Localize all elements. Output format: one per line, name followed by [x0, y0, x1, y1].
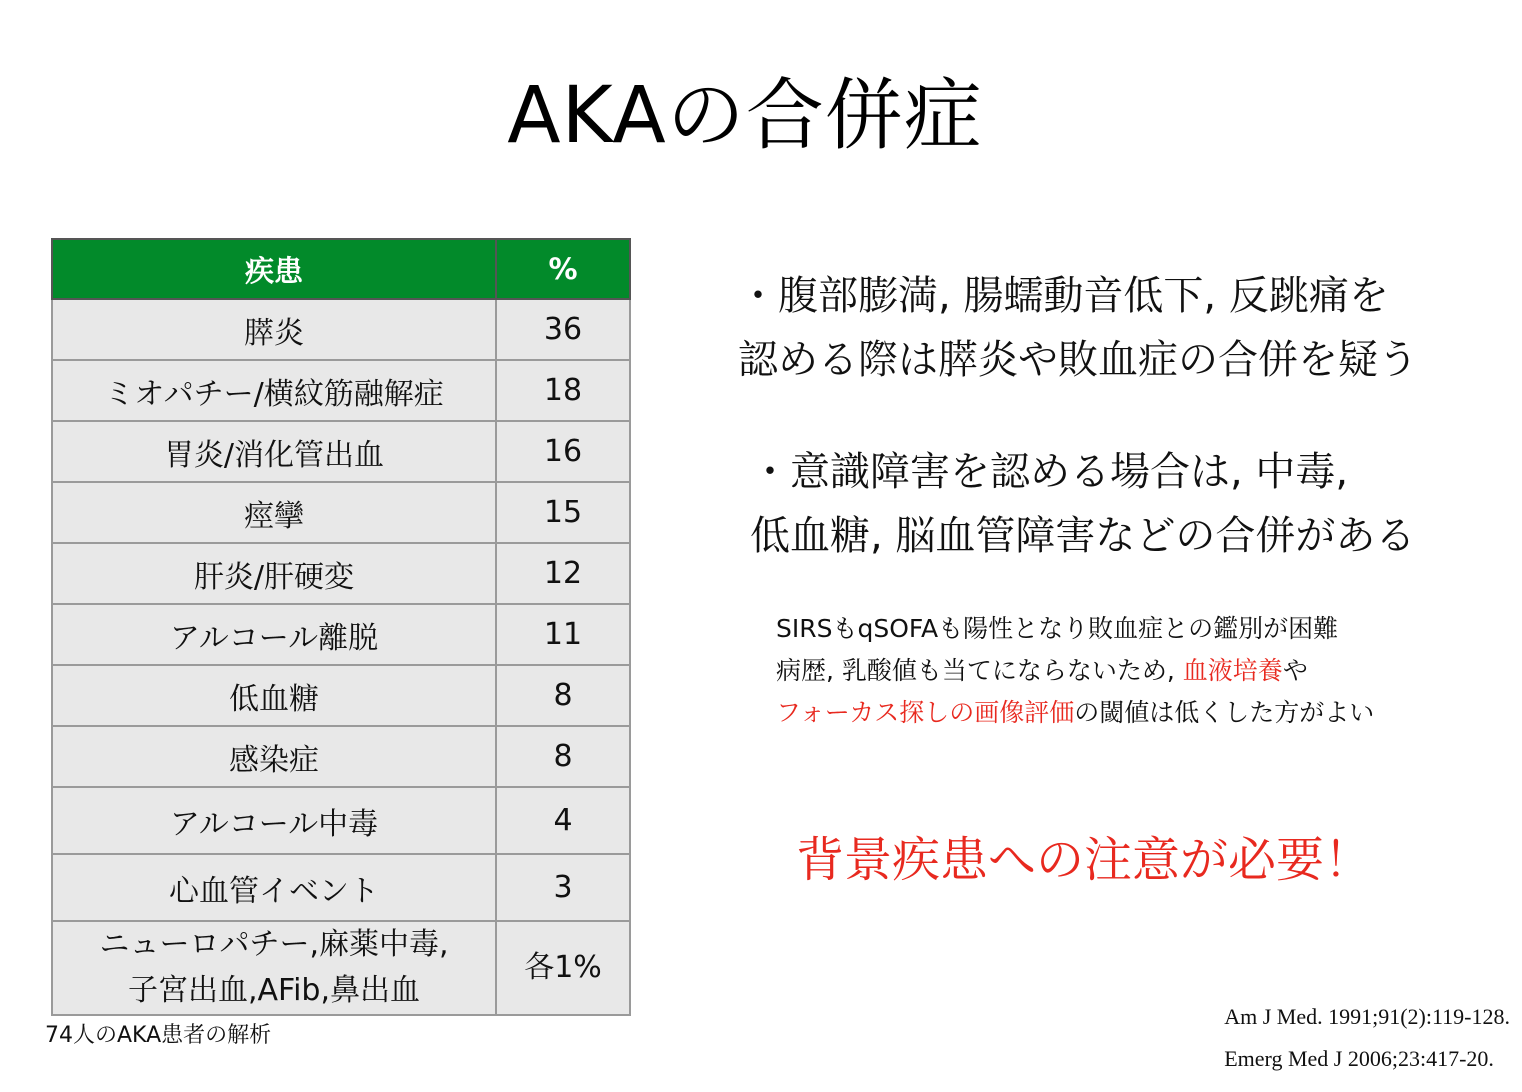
bullet-line: ・腹部膨満, 腸蠕動音低下, 反跳痛を — [738, 273, 1389, 319]
bullet-line: 低血糖, 脳血管障害などの合併がある — [750, 513, 1416, 559]
table-row — [52, 854, 630, 921]
note-text: や — [1282, 656, 1308, 685]
header-disease: 疾患 — [52, 239, 496, 299]
references — [1224, 996, 1510, 1080]
percent-cell: 各1% — [496, 921, 630, 1015]
bullet-point — [738, 264, 1418, 392]
bullet-point — [750, 440, 1415, 568]
highlight-text: フォーカス探しの画像評価 — [776, 698, 1075, 727]
disease-line: 子宮出血,AFib,鼻出血 — [127, 973, 421, 1008]
note-line: SIRSもqSOFAも陽性となり敗血症との鑑別が困難 — [776, 614, 1339, 643]
disease-cell: 痙攣 — [52, 482, 496, 543]
disease-cell: 感染症 — [52, 726, 496, 787]
percent-cell: 15 — [496, 482, 630, 543]
percent-cell: 8 — [496, 665, 630, 726]
table-row — [52, 921, 630, 1015]
disease-cell: 膵炎 — [52, 299, 496, 360]
bullet-line: ・意識障害を認める場合は, 中毒, — [750, 449, 1349, 495]
table-row — [52, 360, 630, 421]
percent-cell: 36 — [496, 299, 630, 360]
disease-cell — [52, 921, 496, 1015]
percent-cell: 4 — [496, 787, 630, 854]
disease-cell: 胃炎/消化管出血 — [52, 421, 496, 482]
disease-cell: 肝炎/肝硬変 — [52, 543, 496, 604]
disease-cell: アルコール中毒 — [52, 787, 496, 854]
note-line — [776, 692, 1374, 734]
complications-table — [51, 238, 631, 1016]
bullet-line: 認める際は膵炎や敗血症の合併を疑う — [738, 337, 1418, 383]
table-row — [52, 787, 630, 854]
disease-cell: アルコール離脱 — [52, 604, 496, 665]
note-text: の閾値は低くした方がよい — [1074, 698, 1375, 727]
table-row — [52, 665, 630, 726]
slide-title: AKAの合併症 — [507, 71, 983, 161]
disease-cell: ミオパチー/横紋筋融解症 — [52, 360, 496, 421]
percent-cell: 8 — [496, 726, 630, 787]
percent-cell: 3 — [496, 854, 630, 921]
note-text: 病歴, 乳酸値も当てにならないため, — [776, 656, 1183, 685]
percent-cell: 12 — [496, 543, 630, 604]
note-line — [776, 650, 1374, 692]
disease-cell: 心血管イベント — [52, 854, 496, 921]
table-row — [52, 482, 630, 543]
percent-cell: 11 — [496, 604, 630, 665]
reference-item: Am J Med. 1991;91(2):119-128. — [1224, 1004, 1510, 1029]
table-row — [52, 604, 630, 665]
table-row — [52, 421, 630, 482]
table-row — [52, 543, 630, 604]
warning-callout: 背景疾患への注意が必要！ — [796, 832, 1373, 888]
reference-item: Emerg Med J 2006;23:417-20. — [1224, 1046, 1494, 1071]
table-row — [52, 299, 630, 360]
disease-line: ニューロパチー,麻薬中毒, — [99, 927, 449, 962]
table-caption: 74人のAKA患者の解析 — [45, 1023, 272, 1048]
disease-cell: 低血糖 — [52, 665, 496, 726]
highlight-text: 血液培養 — [1182, 656, 1283, 685]
sepsis-note — [776, 608, 1374, 734]
percent-cell: 18 — [496, 360, 630, 421]
header-percent: % — [496, 239, 630, 299]
table-row — [52, 726, 630, 787]
table-header-row — [52, 239, 630, 299]
percent-cell: 16 — [496, 421, 630, 482]
